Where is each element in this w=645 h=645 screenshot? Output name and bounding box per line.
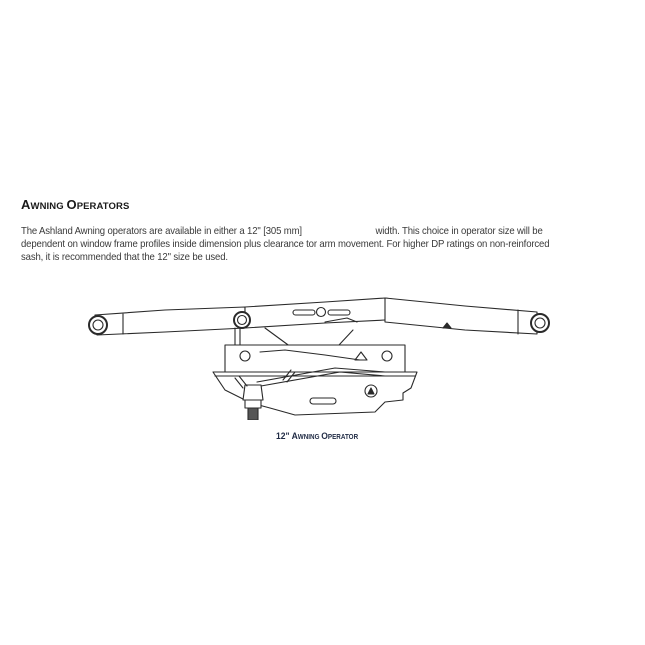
heading-part: WNING bbox=[30, 201, 67, 212]
caption-part: PERATOR bbox=[327, 434, 359, 441]
heading-part: PERATORS bbox=[76, 201, 130, 212]
paragraph-text: width. This choice in operator size will be bbox=[375, 226, 543, 237]
section-heading bbox=[21, 196, 129, 214]
heading-part: A bbox=[21, 197, 31, 212]
caption-part: O bbox=[321, 431, 328, 442]
caption-part: WNING bbox=[297, 434, 322, 441]
paragraph-line-3: sash, it is recommended that the 12" size be used. bbox=[21, 252, 228, 263]
paragraph-text: The Ashland Awning operators are available in either a 12" [305 mm] bbox=[21, 226, 302, 237]
paragraph-line-1 bbox=[21, 225, 573, 238]
figure-caption bbox=[276, 426, 358, 444]
caption-part: 12" A bbox=[276, 431, 298, 442]
heading-part: O bbox=[66, 197, 77, 212]
paragraph-line-2: dependent on window frame profiles inside dimension plus clearance tor arm movement. For higher DP ratings on non-reinforced bbox=[21, 239, 550, 250]
description-paragraph bbox=[21, 225, 573, 264]
awning-operator-illustration bbox=[85, 290, 560, 420]
